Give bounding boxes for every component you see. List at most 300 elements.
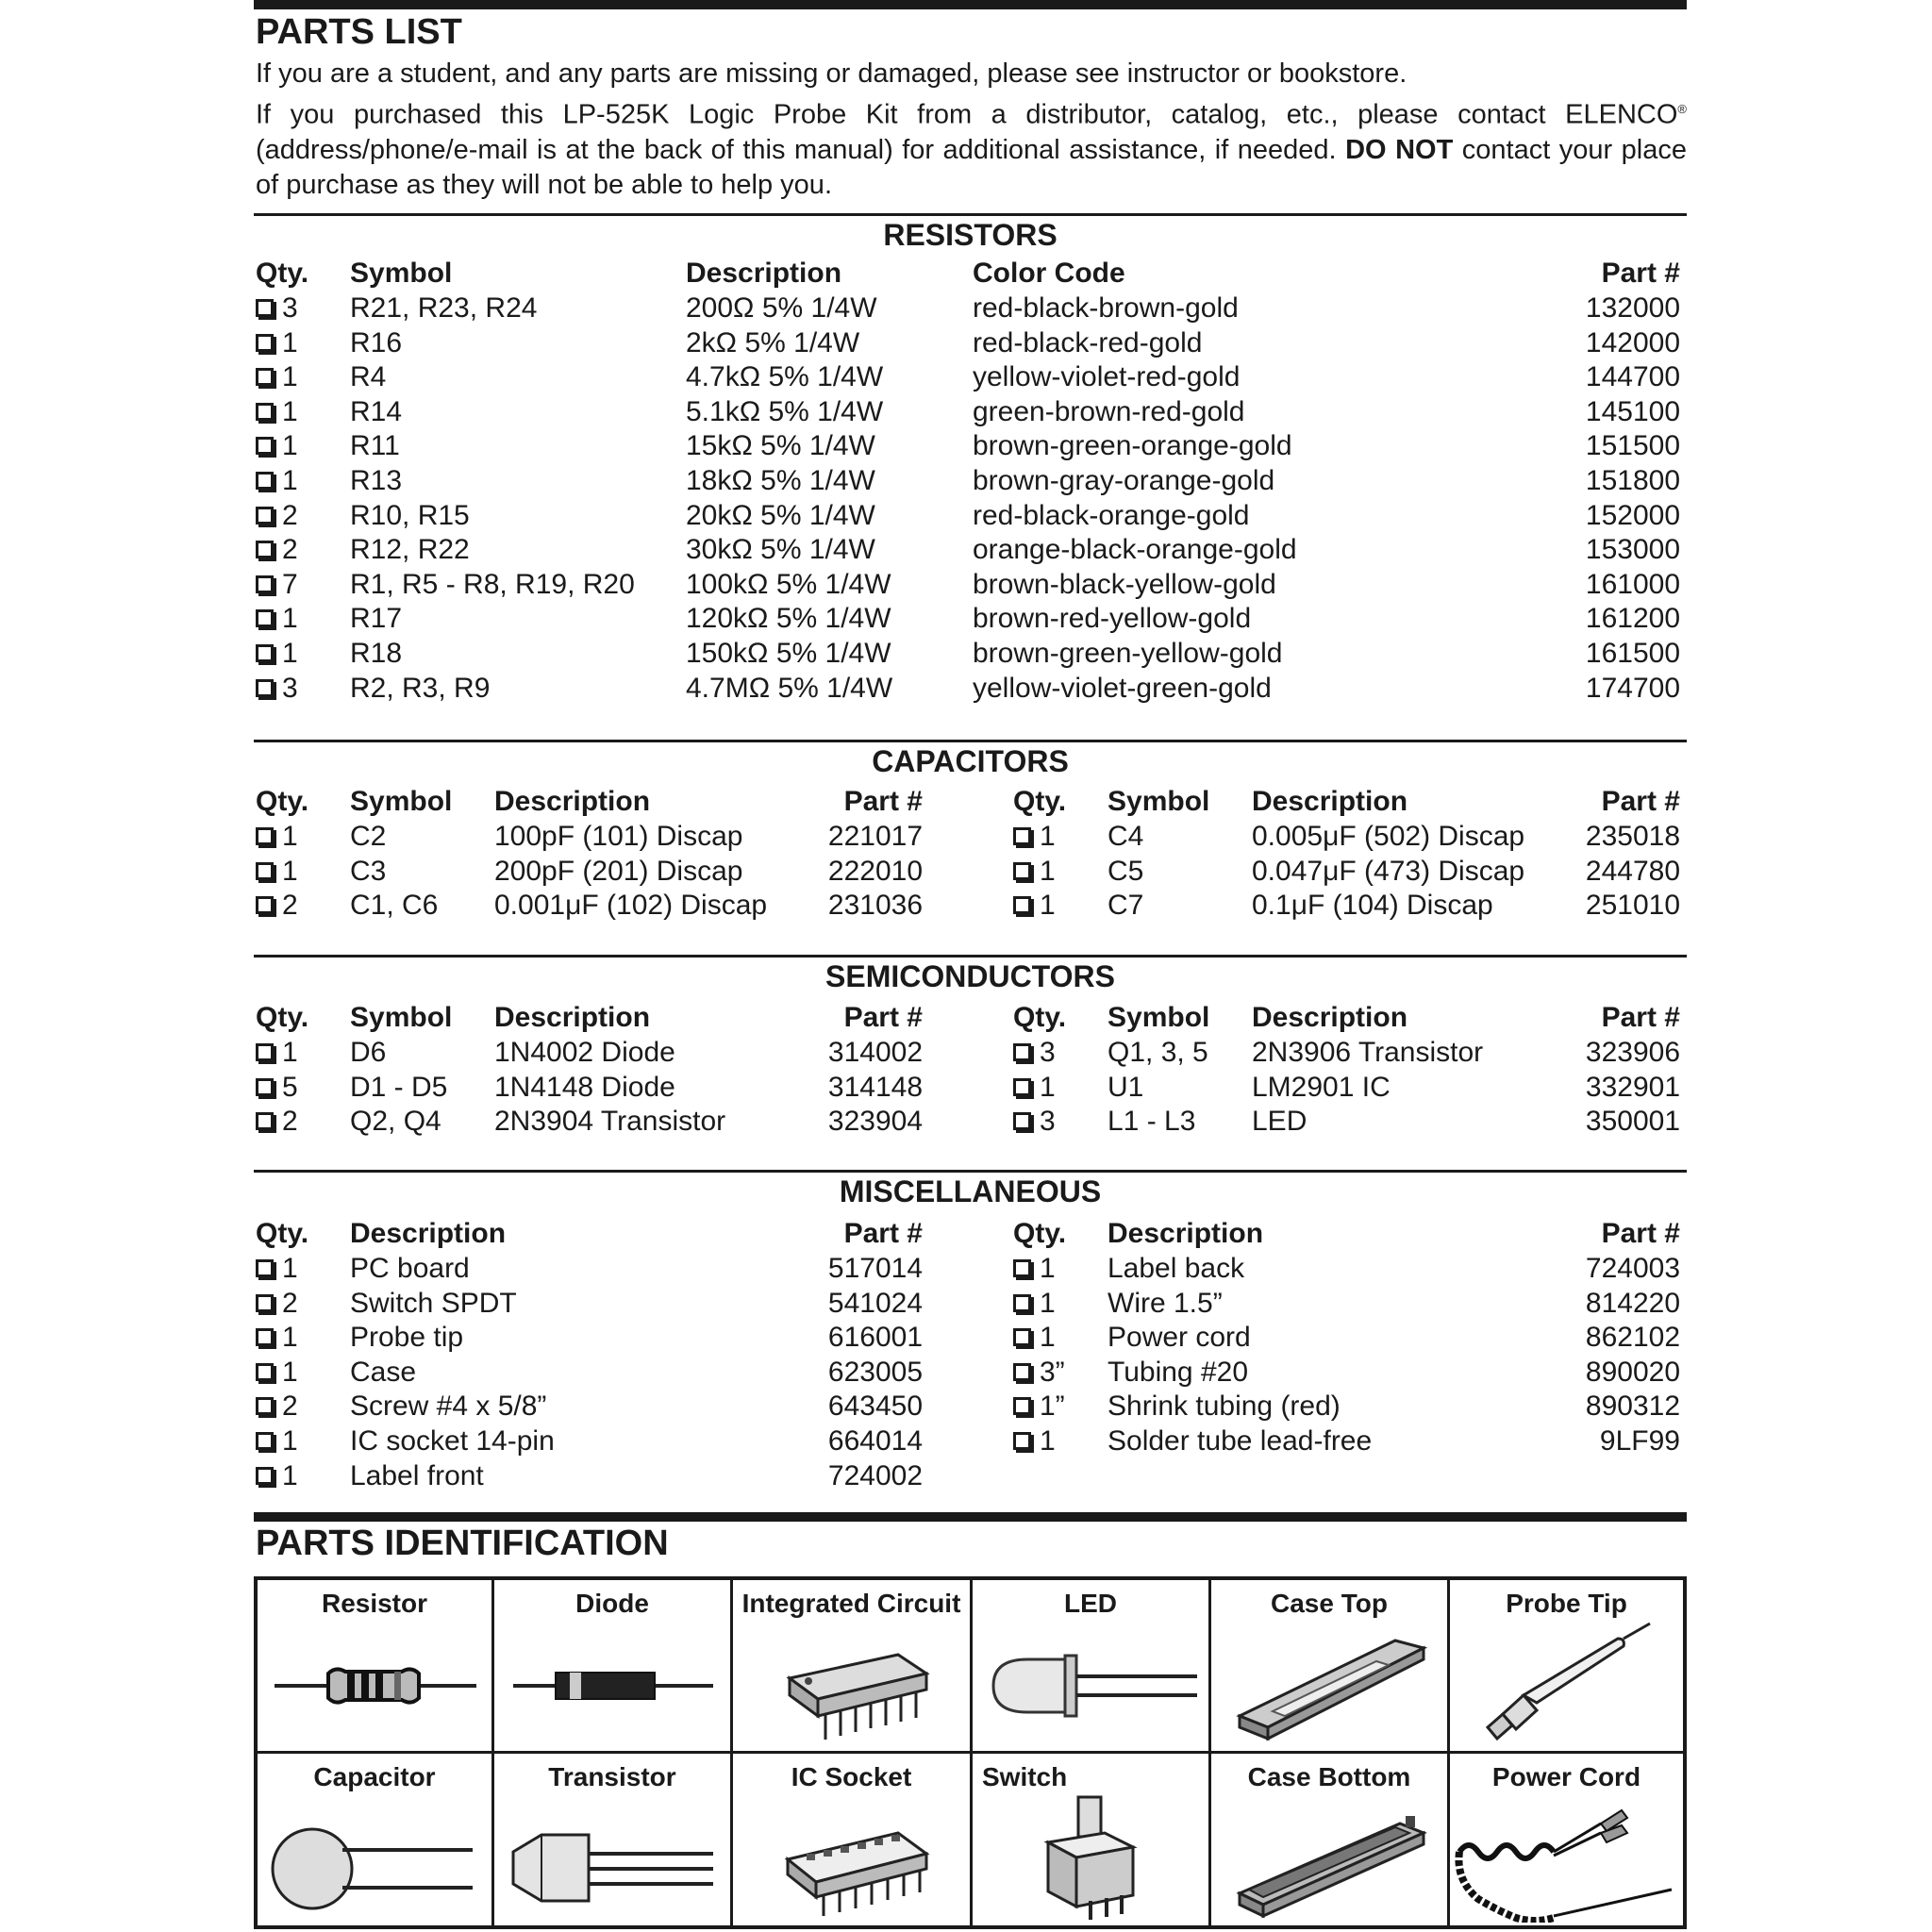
- qty-value: 1: [282, 1253, 298, 1284]
- checkbox-icon[interactable]: [1013, 1397, 1031, 1415]
- symbol-cell: R11: [350, 430, 400, 462]
- col-symbol: Symbol: [350, 786, 453, 817]
- checkbox-icon[interactable]: [256, 644, 274, 662]
- checkbox-icon[interactable]: [256, 1467, 274, 1485]
- part-number-cell: 153000: [1585, 534, 1680, 566]
- integrated-circuit-icon: [733, 1622, 970, 1749]
- qty-cell: [1013, 1320, 1056, 1355]
- qty-value: 1: [282, 1322, 298, 1354]
- id-cell-transistor: [494, 1754, 730, 1925]
- col-description: Description: [494, 1002, 651, 1033]
- part-number-cell: 623005: [827, 1356, 923, 1388]
- qty-cell: [1013, 1389, 1065, 1424]
- qty-value: 1: [282, 638, 298, 669]
- col-qty-right: Qty.: [1013, 1218, 1067, 1249]
- color-code-cell: brown-green-yellow-gold: [973, 638, 1283, 669]
- part-number-cell: 222010: [827, 855, 923, 887]
- checkbox-icon[interactable]: [256, 1397, 274, 1415]
- symbol-cell: C2: [350, 821, 387, 852]
- id-cell-switch: [973, 1754, 1208, 1925]
- intro-line-student: If you are a student, and any parts are missing or damaged, please see instructor or bookstore.: [256, 58, 1407, 89]
- miscellaneous-title: MISCELLANEOUS: [839, 1174, 1102, 1208]
- symbol-cell: R16: [350, 326, 403, 358]
- checkbox-icon[interactable]: [256, 1294, 274, 1312]
- capacitors-title: CAPACITORS: [872, 744, 1069, 778]
- checkbox-icon[interactable]: [256, 896, 274, 914]
- description-cell: 18kΩ 5% 1/4W: [686, 465, 875, 496]
- id-cell-capacitor: [258, 1754, 491, 1925]
- checkbox-icon[interactable]: [256, 472, 274, 490]
- description-cell: Screw #4 x 5/8”: [350, 1391, 547, 1423]
- description-cell: Solder tube lead-free: [1108, 1425, 1373, 1457]
- symbol-cell: R1, R5 - R8, R19, R20: [350, 568, 635, 600]
- qty-value: 1: [282, 1425, 298, 1457]
- qty-value: 1: [1040, 855, 1056, 887]
- part-number-cell: 314002: [827, 1037, 923, 1068]
- table-row: [254, 359, 1687, 394]
- col-color-code: Color Code: [973, 258, 1125, 289]
- resistors-rule: [254, 213, 1687, 216]
- table-row: [254, 1251, 1687, 1286]
- qty-cell: [1013, 1355, 1065, 1390]
- color-code-cell: green-brown-red-gold: [973, 395, 1245, 427]
- qty-cell: [256, 498, 298, 533]
- table-row: [254, 1458, 1687, 1493]
- color-code-cell: brown-black-yellow-gold: [973, 568, 1276, 600]
- col-part: Part #: [843, 786, 923, 817]
- id-cell-resistor: [258, 1580, 491, 1751]
- id-cell-diode: [494, 1580, 730, 1751]
- qty-cell: [256, 671, 298, 706]
- col-part: Part #: [843, 1218, 923, 1249]
- qty-cell: [256, 567, 298, 602]
- part-number-cell: 151500: [1585, 430, 1680, 462]
- col-part-right: Part #: [1601, 1218, 1680, 1249]
- qty-cell: [256, 636, 298, 671]
- part-number-cell: 724003: [1585, 1253, 1680, 1284]
- symbol-cell: R14: [350, 395, 403, 427]
- qty-cell: [256, 1389, 298, 1424]
- part-number-cell: 643450: [827, 1391, 923, 1423]
- id-label: Diode: [575, 1589, 649, 1618]
- qty-value: 1: [282, 1459, 298, 1491]
- col-symbol-right: Symbol: [1108, 786, 1210, 817]
- qty-value: 1: [282, 395, 298, 427]
- part-number-cell: 9LF99: [1599, 1425, 1680, 1457]
- qty-value: 1: [282, 603, 298, 635]
- page-title: PARTS LIST: [256, 12, 462, 52]
- symbol-cell: Q1, 3, 5: [1108, 1037, 1208, 1068]
- qty-value: 2: [282, 534, 298, 566]
- part-number-cell: 231036: [827, 890, 923, 922]
- semiconductors-header-row: [254, 1000, 1687, 1035]
- qty-cell: [256, 359, 298, 394]
- qty-value: 3: [1040, 1106, 1056, 1138]
- qty-value: 1: [282, 1356, 298, 1388]
- qty-value: 1: [1040, 1253, 1056, 1284]
- part-number-cell: 350001: [1585, 1106, 1680, 1138]
- identification-rule: [254, 1512, 1687, 1522]
- part-number-cell: 174700: [1585, 672, 1680, 704]
- table-row: [254, 498, 1687, 533]
- table-row: [254, 819, 1687, 854]
- part-number-cell: 862102: [1585, 1322, 1680, 1354]
- description-cell: 30kΩ 5% 1/4W: [686, 534, 875, 566]
- part-number-cell: 221017: [827, 821, 923, 852]
- description-cell: Label front: [350, 1459, 484, 1491]
- color-code-cell: orange-black-orange-gold: [973, 534, 1297, 566]
- qty-value: 2: [282, 1391, 298, 1423]
- qty-cell: [256, 428, 298, 463]
- checkbox-icon[interactable]: [256, 507, 274, 525]
- symbol-cell: R2, R3, R9: [350, 672, 491, 704]
- qty-cell: [256, 1424, 298, 1458]
- semiconductors-rule: [254, 955, 1687, 958]
- description-cell: 0.1μF (104) Discap: [1252, 890, 1493, 922]
- identification-title: PARTS IDENTIFICATION: [256, 1524, 669, 1563]
- symbol-cell: L1 - L3: [1108, 1106, 1196, 1138]
- registered-mark: ®: [1677, 102, 1687, 116]
- part-number-cell: 332901: [1585, 1071, 1680, 1103]
- description-cell: 4.7MΩ 5% 1/4W: [686, 672, 893, 704]
- qty-cell: [256, 532, 298, 567]
- col-qty-right: Qty.: [1013, 1002, 1067, 1033]
- color-code-cell: red-black-brown-gold: [973, 292, 1239, 324]
- qty-value: 2: [282, 890, 298, 922]
- qty-value: 2: [282, 1106, 298, 1138]
- resistor-icon: [258, 1622, 491, 1749]
- table-row: [254, 636, 1687, 671]
- table-row: [254, 1320, 1687, 1355]
- qty-value: 2: [282, 1287, 298, 1319]
- checkbox-icon[interactable]: [256, 1112, 274, 1130]
- qty-cell: [256, 291, 298, 325]
- symbol-cell: C1, C6: [350, 890, 439, 922]
- table-row: [254, 291, 1687, 325]
- table-row: [254, 601, 1687, 636]
- symbol-cell: C5: [1108, 855, 1144, 887]
- checkbox-icon[interactable]: [1013, 1112, 1031, 1130]
- description-cell: 0.005μF (502) Discap: [1252, 821, 1525, 852]
- qty-cell: [256, 854, 298, 889]
- col-symbol: Symbol: [350, 1002, 453, 1033]
- miscellaneous-rule: [254, 1170, 1687, 1173]
- qty-value: 1: [1040, 1425, 1056, 1457]
- part-number-cell: 664014: [827, 1425, 923, 1457]
- color-code-cell: red-black-orange-gold: [973, 499, 1250, 531]
- top-rule: [254, 0, 1687, 9]
- table-row: [254, 532, 1687, 567]
- symbol-cell: R17: [350, 603, 403, 635]
- symbol-cell: R13: [350, 465, 403, 496]
- table-row: [254, 1424, 1687, 1458]
- checkbox-icon[interactable]: [256, 1078, 274, 1096]
- qty-cell: [256, 1251, 298, 1286]
- col-description: Description: [686, 258, 842, 289]
- col-part: Part #: [1601, 258, 1680, 289]
- checkbox-icon[interactable]: [1013, 1294, 1031, 1312]
- col-part-right: Part #: [1601, 1002, 1680, 1033]
- qty-cell: [256, 394, 298, 429]
- qty-value: 1: [282, 465, 298, 496]
- col-part: Part #: [843, 1002, 923, 1033]
- col-part-right: Part #: [1601, 786, 1680, 817]
- description-cell: Power cord: [1108, 1322, 1251, 1354]
- checkbox-icon[interactable]: [1013, 827, 1031, 845]
- qty-cell: [1013, 1035, 1056, 1070]
- table-row: [254, 1389, 1687, 1424]
- qty-cell: [256, 1458, 298, 1493]
- id-label: Capacitor: [313, 1762, 436, 1791]
- qty-cell: [256, 1070, 298, 1105]
- description-cell: 20kΩ 5% 1/4W: [686, 499, 875, 531]
- qty-value: 3: [282, 672, 298, 704]
- col-qty: Qty.: [256, 258, 309, 289]
- id-label: IC Socket: [791, 1762, 912, 1791]
- qty-value: 1: [282, 821, 298, 852]
- description-cell: LM2901 IC: [1252, 1071, 1391, 1103]
- checkbox-icon[interactable]: [256, 679, 274, 697]
- color-code-cell: brown-green-orange-gold: [973, 430, 1292, 462]
- checkbox-icon[interactable]: [256, 862, 274, 880]
- table-row: [254, 854, 1687, 889]
- id-cell-power-cord: [1450, 1754, 1683, 1925]
- table-row: [254, 888, 1687, 923]
- semiconductors-title: SEMICONDUCTORS: [825, 959, 1115, 993]
- id-label: Transistor: [548, 1762, 676, 1791]
- qty-value: 5: [282, 1071, 298, 1103]
- qty-value: 1: [1040, 890, 1056, 922]
- symbol-cell: C4: [1108, 821, 1144, 852]
- symbol-cell: D6: [350, 1037, 387, 1068]
- description-cell: LED: [1252, 1106, 1307, 1138]
- symbol-cell: R4: [350, 361, 387, 393]
- checkbox-icon[interactable]: [1013, 1078, 1031, 1096]
- col-qty: Qty.: [256, 786, 309, 817]
- checkbox-icon[interactable]: [256, 1043, 274, 1061]
- checkbox-icon[interactable]: [256, 368, 274, 386]
- symbol-cell: Q2, Q4: [350, 1106, 441, 1138]
- qty-cell: [1013, 1251, 1056, 1286]
- table-row: [254, 671, 1687, 706]
- case-top-icon: [1211, 1622, 1447, 1749]
- part-number-cell: 161200: [1585, 603, 1680, 635]
- col-description-right: Description: [1108, 1218, 1264, 1249]
- table-row: [254, 1286, 1687, 1321]
- id-label: Case Top: [1271, 1589, 1388, 1618]
- col-qty: Qty.: [256, 1218, 309, 1249]
- description-cell: 2N3904 Transistor: [494, 1106, 726, 1138]
- description-cell: 2kΩ 5% 1/4W: [686, 326, 860, 358]
- id-label: Integrated Circuit: [741, 1589, 961, 1618]
- part-number-cell: 161500: [1585, 638, 1680, 669]
- checkbox-icon[interactable]: [256, 541, 274, 558]
- symbol-cell: R21, R23, R24: [350, 292, 538, 324]
- checkbox-icon[interactable]: [256, 827, 274, 845]
- symbol-cell: R12, R22: [350, 534, 470, 566]
- led-icon: [973, 1622, 1208, 1749]
- symbol-cell: U1: [1108, 1071, 1144, 1103]
- description-cell: 100pF (101) Discap: [494, 821, 743, 852]
- qty-cell: [256, 325, 298, 360]
- qty-cell: [256, 1355, 298, 1390]
- intro-paragraph: If you purchased this LP-525K Logic Probe Kit from a distributor, catalog, etc., please contact ELENCO® (address/phone/e-mail is at the back of this manual) for additional assistance, if needed. DO NOT contact your place of purchase as they will not be able to help you.: [256, 99, 1687, 200]
- part-number-cell: 151800: [1585, 465, 1680, 496]
- col-description: Description: [350, 1218, 507, 1249]
- checkbox-icon[interactable]: [256, 1432, 274, 1450]
- checkbox-icon[interactable]: [256, 575, 274, 593]
- id-label: Case Bottom: [1247, 1762, 1411, 1791]
- qty-cell: [256, 1104, 298, 1139]
- part-number-cell: 145100: [1585, 395, 1680, 427]
- checkbox-icon[interactable]: [256, 1259, 274, 1277]
- col-description-right: Description: [1252, 1002, 1408, 1033]
- qty-value: 1”: [1040, 1391, 1065, 1423]
- description-cell: 4.7kΩ 5% 1/4W: [686, 361, 884, 393]
- checkbox-icon[interactable]: [256, 334, 274, 352]
- table-row: [254, 1104, 1687, 1139]
- id-cell-ic-socket: [733, 1754, 970, 1925]
- description-cell: Label back: [1108, 1253, 1245, 1284]
- id-cell-integrated-circuit: [733, 1580, 970, 1751]
- symbol-cell: C3: [350, 855, 387, 887]
- col-qty: Qty.: [256, 1002, 309, 1033]
- qty-value: 1: [282, 326, 298, 358]
- qty-cell: [256, 463, 298, 498]
- checkbox-icon[interactable]: [1013, 1363, 1031, 1381]
- description-cell: Probe tip: [350, 1322, 464, 1354]
- qty-value: 3”: [1040, 1356, 1065, 1388]
- id-cell-case-top: [1211, 1580, 1447, 1751]
- description-cell: 200Ω 5% 1/4W: [686, 292, 877, 324]
- col-symbol: Symbol: [350, 258, 453, 289]
- part-number-cell: 132000: [1585, 292, 1680, 324]
- part-number-cell: 323906: [1585, 1037, 1680, 1068]
- probe-tip-icon: [1450, 1622, 1683, 1749]
- qty-cell: [256, 601, 298, 636]
- checkbox-icon[interactable]: [1013, 862, 1031, 880]
- description-cell: Case: [350, 1356, 417, 1388]
- checkbox-icon[interactable]: [1013, 1432, 1031, 1450]
- resistors-title: RESISTORS: [883, 218, 1058, 252]
- power-cord-icon: [1450, 1795, 1683, 1923]
- checkbox-icon[interactable]: [256, 609, 274, 627]
- case-bottom-icon: [1211, 1795, 1447, 1923]
- qty-value: 1: [282, 1037, 298, 1068]
- checkbox-icon[interactable]: [256, 403, 274, 421]
- part-number-cell: 244780: [1585, 855, 1680, 887]
- qty-value: 1: [282, 361, 298, 393]
- part-number-cell: 142000: [1585, 326, 1680, 358]
- part-number-cell: 235018: [1585, 821, 1680, 852]
- col-qty-right: Qty.: [1013, 786, 1067, 817]
- qty-value: 3: [282, 292, 298, 324]
- col-description: Description: [494, 786, 651, 817]
- description-cell: 5.1kΩ 5% 1/4W: [686, 395, 884, 427]
- qty-value: 1: [1040, 1071, 1056, 1103]
- qty-cell: [1013, 1104, 1056, 1139]
- color-code-cell: red-black-red-gold: [973, 326, 1203, 358]
- qty-cell: [1013, 1070, 1056, 1105]
- description-cell: 150kΩ 5% 1/4W: [686, 638, 891, 669]
- id-cell-probe-tip: [1450, 1580, 1683, 1751]
- part-number-cell: 517014: [827, 1253, 923, 1284]
- id-label: Resistor: [321, 1589, 428, 1618]
- part-number-cell: 323904: [827, 1106, 923, 1138]
- description-cell: IC socket 14-pin: [350, 1425, 555, 1457]
- capacitors-rule: [254, 740, 1687, 742]
- checkbox-icon[interactable]: [256, 437, 274, 455]
- qty-cell: [1013, 854, 1056, 889]
- table-row: [254, 1070, 1687, 1105]
- color-code-cell: yellow-violet-green-gold: [973, 672, 1272, 704]
- transistor-icon: [494, 1795, 730, 1923]
- checkbox-icon[interactable]: [1013, 896, 1031, 914]
- capacitors-header-row: [254, 784, 1687, 819]
- checkbox-icon[interactable]: [256, 299, 274, 317]
- checkbox-icon[interactable]: [1013, 1043, 1031, 1061]
- id-label: LED: [1064, 1589, 1117, 1618]
- part-number-cell: 890020: [1585, 1356, 1680, 1388]
- checkbox-icon[interactable]: [256, 1363, 274, 1381]
- symbol-cell: R10, R15: [350, 499, 470, 531]
- part-number-cell: 314148: [827, 1071, 923, 1103]
- color-code-cell: brown-gray-orange-gold: [973, 465, 1275, 496]
- checkbox-icon[interactable]: [1013, 1259, 1031, 1277]
- ic-socket-icon: [733, 1795, 970, 1923]
- id-cell-case-bottom: [1211, 1754, 1447, 1925]
- switch-icon: [973, 1795, 1208, 1923]
- qty-value: 3: [1040, 1037, 1056, 1068]
- symbol-cell: R18: [350, 638, 403, 669]
- qty-cell: [1013, 888, 1056, 923]
- part-number-cell: 144700: [1585, 361, 1680, 393]
- qty-cell: [256, 819, 298, 854]
- qty-value: 1: [282, 855, 298, 887]
- miscellaneous-header-row: [254, 1216, 1687, 1251]
- description-cell: 200pF (201) Discap: [494, 855, 743, 887]
- description-cell: Switch SPDT: [350, 1287, 517, 1319]
- color-code-cell: yellow-violet-red-gold: [973, 361, 1241, 393]
- checkbox-icon[interactable]: [1013, 1328, 1031, 1346]
- qty-value: 7: [282, 568, 298, 600]
- description-cell: 0.047μF (473) Discap: [1252, 855, 1525, 887]
- description-cell: 0.001μF (102) Discap: [494, 890, 768, 922]
- qty-cell: [1013, 1424, 1056, 1458]
- table-row: [254, 428, 1687, 463]
- qty-cell: [256, 888, 298, 923]
- description-cell: Tubing #20: [1108, 1356, 1249, 1388]
- intro-text: [256, 57, 1687, 203]
- part-number-cell: 541024: [827, 1287, 923, 1319]
- color-code-cell: brown-red-yellow-gold: [973, 603, 1252, 635]
- description-cell: 1N4148 Diode: [494, 1071, 675, 1103]
- id-label: Power Cord: [1491, 1762, 1641, 1791]
- id-cell-led: [973, 1580, 1208, 1751]
- checkbox-icon[interactable]: [256, 1328, 274, 1346]
- part-number-cell: 814220: [1585, 1287, 1680, 1319]
- part-number-cell: 890312: [1585, 1391, 1680, 1423]
- capacitor-icon: [258, 1795, 491, 1923]
- table-row: [254, 1035, 1687, 1070]
- qty-value: 1: [282, 430, 298, 462]
- symbol-cell: C7: [1108, 890, 1144, 922]
- part-number-cell: 161000: [1585, 568, 1680, 600]
- part-number-cell: 251010: [1585, 890, 1680, 922]
- col-description-right: Description: [1252, 786, 1408, 817]
- description-cell: Wire 1.5”: [1108, 1287, 1223, 1319]
- description-cell: 120kΩ 5% 1/4W: [686, 603, 891, 635]
